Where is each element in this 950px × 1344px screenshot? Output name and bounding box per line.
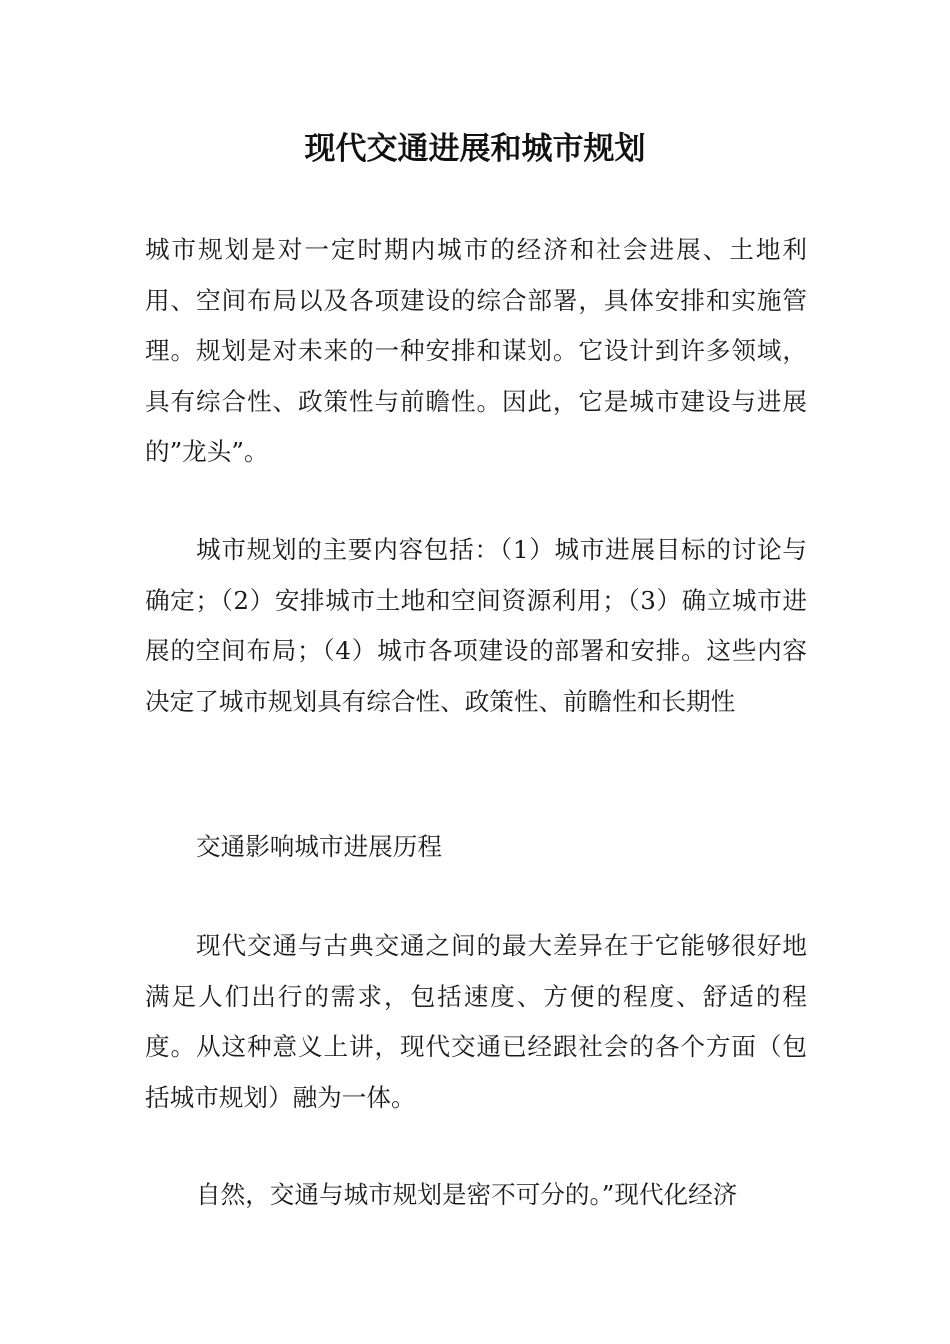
section-heading-transport-influence: 交通影响城市进展历程 <box>196 832 442 861</box>
paragraph-planning-contents: 城市规划的主要内容包括：（1）城市进展目标的讨论与确定；（2）安排城市土地和空间资源利用；（3）确立城市进展的空间布局；（4）城市各项建设的部署和安排。这些内容决定了城市规划具有综合性、政策性、前瞻性和长期性 <box>145 535 807 716</box>
paragraph-urban-planning-definition: 城市规划是对一定时期内城市的经济和社会进展、土地利用、空间布局以及各项建设的综合部署，具体安排和实施管理。规划是对未来的一种安排和谋划。它设计到许多领域，具有综合性、政策性与前瞻性。因此，它是城市建设与进展的”龙头”。 <box>145 235 807 466</box>
document-title: 现代交通进展和城市规划 <box>304 131 646 167</box>
paragraph-modern-transport: 现代交通与古典交通之间的最大差异在于它能够很好地满足人们出行的需求，包括速度、方便的程度、舒适的程度。从这种意义上讲，现代交通已经跟社会的各个方面（包括城市规划）融为一体。 <box>145 931 807 1112</box>
paragraph-transport-and-planning: 自然，交通与城市规划是密不可分的。”现代化经济 <box>196 1180 738 1209</box>
